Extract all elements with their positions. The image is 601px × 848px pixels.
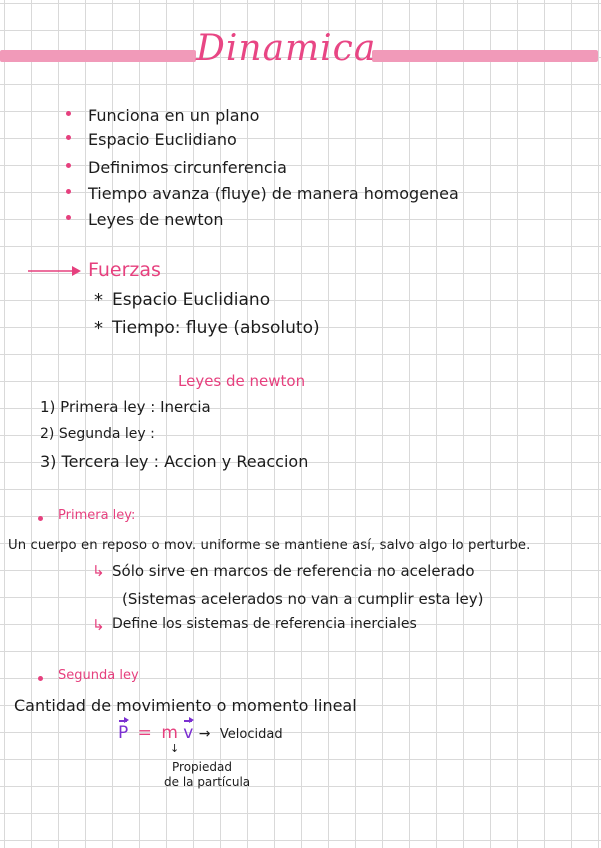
leyes-item: 2) Segunda ley :: [40, 426, 155, 442]
velocity-symbol: v: [183, 723, 194, 743]
arrow-down-icon: ↓: [170, 742, 180, 755]
arrow-right-icon: →: [198, 726, 211, 742]
bullet-dot: [66, 189, 71, 194]
return-arrow-icon: ↳: [92, 562, 105, 580]
mass-note: de la partícula: [164, 775, 251, 789]
bullet-dot: [38, 516, 43, 521]
mass-note: Propiedad: [172, 760, 232, 774]
asterisk-icon: *: [94, 290, 103, 311]
primera-ley-statement: Un cuerpo en reposo o mov. uniforme se mantiene así, salvo algo lo perturbe.: [8, 538, 531, 553]
bullet-dot: [38, 676, 43, 681]
bullet-item: Tiempo avanza (fluye) de manera homogenea: [88, 184, 459, 203]
momentum-formula: [118, 723, 283, 743]
primera-ley-note: Define los sistemas de referencia inerciales: [112, 616, 417, 632]
leyes-item: 3) Tercera ley : Accion y Reaccion: [40, 452, 309, 471]
bullet-dot: [66, 163, 71, 168]
section-heading-fuerzas: Fuerzas: [88, 259, 161, 281]
bullet-dot: [66, 111, 71, 116]
momentum-symbol: P: [118, 723, 129, 743]
segunda-ley-line: Cantidad de movimiento o momento lineal: [14, 696, 357, 715]
section-heading-leyes: Leyes de newton: [178, 372, 306, 390]
equals-sign: =: [137, 723, 152, 743]
return-arrow-icon: ↳: [92, 616, 105, 634]
title-bar-left: [0, 50, 196, 62]
mass-symbol: m: [161, 723, 178, 743]
fuerzas-item: Tiempo: fluye (absoluto): [112, 318, 320, 338]
primera-ley-note: (Sistemas acelerados no van a cumplir esta ley): [122, 590, 484, 608]
bullet-dot: [66, 215, 71, 220]
section-heading-primera-ley: Primera ley:: [58, 508, 136, 523]
bullet-item: Definimos circunferencia: [88, 158, 287, 177]
bullet-dot: [66, 135, 71, 140]
bullet-item: Funciona en un plano: [88, 106, 260, 125]
leyes-item: 1) Primera ley : Inercia: [40, 398, 211, 416]
bullet-item: Leyes de newton: [88, 210, 224, 229]
arrow-right-icon: [26, 264, 82, 278]
fuerzas-item: Espacio Euclidiano: [112, 290, 271, 310]
section-heading-segunda-ley: Segunda ley: [58, 668, 139, 683]
velocity-label: Velocidad: [219, 727, 283, 742]
primera-ley-note: Sólo sirve en marcos de referencia no acelerado: [112, 562, 475, 580]
title-bar-right: [372, 50, 598, 62]
bullet-item: Espacio Euclidiano: [88, 130, 237, 149]
asterisk-icon: *: [94, 318, 103, 339]
page-title: Dinamica: [196, 28, 377, 69]
